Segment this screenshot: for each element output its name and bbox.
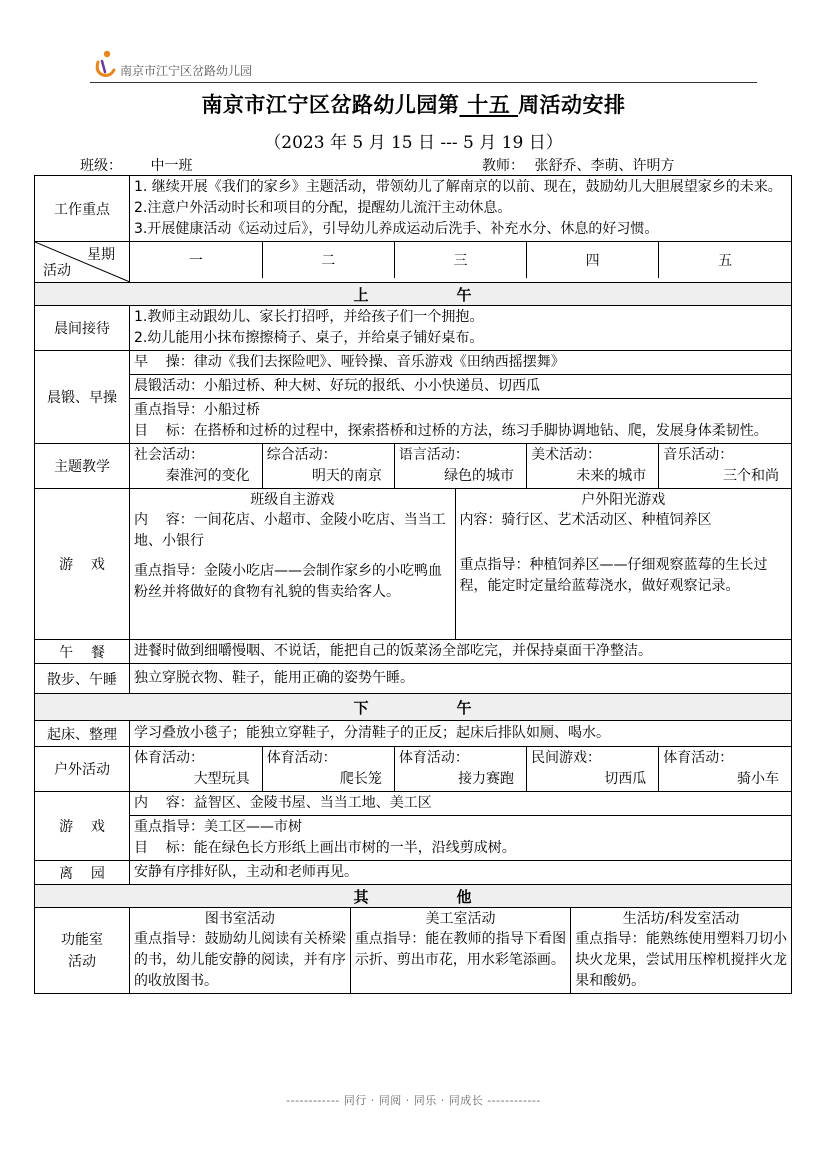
lunch-row: [35, 640, 792, 664]
school-logo: [92, 48, 252, 78]
morning-activities: 晨锻活动：小船过桥、种大树、好玩的报纸、小小快递员、切西瓜: [130, 374, 791, 398]
footer-slogan: ------------ 同行 · 同阅 · 同乐 · 同成长 ------------: [286, 1094, 541, 1107]
room-title: 生活坊/科发室活动: [571, 908, 791, 928]
theme-name: 绿色的城市: [444, 468, 515, 484]
morning-games-label: 游 戏: [35, 489, 130, 640]
outdoor-item: 体育活动： 大型玩具: [130, 747, 262, 791]
theme-item: 美术活动： 未来的城市: [527, 444, 659, 488]
theme-item: 音乐活动： 三个和尚: [659, 444, 791, 488]
theme-label: 主题教学: [35, 444, 130, 489]
focus-content: [130, 176, 792, 242]
logo-text: 南京市江宁区岔路幼儿园: [120, 64, 253, 78]
outdoor-item: 民间游戏： 切西瓜: [527, 747, 659, 791]
other-section-row: [35, 885, 792, 908]
class-games-content: 内 容：一间花店、小超市、金陵小吃店、当当工地、小银行: [134, 512, 446, 549]
afternoon-section-row: [35, 694, 792, 721]
theme-content: [130, 444, 792, 489]
greeting-row: [35, 306, 792, 351]
greeting-label: 晨间接待: [35, 306, 130, 351]
teacher-label: 教师：: [482, 158, 524, 174]
weekday-row: [35, 242, 792, 283]
theme-item: 语言活动： 绿色的城市: [394, 444, 526, 488]
other-section-title: 其 他: [35, 885, 792, 908]
afternoon-games-guide: 重点指导：美工区——市树: [134, 819, 302, 835]
morning-section-title: 上 午: [35, 283, 792, 306]
theme-name: 未来的城市: [576, 468, 647, 484]
afternoon-games-areas: 内 容：益智区、金陵书屋、当当工地、美工区: [134, 795, 432, 811]
afternoon-games-content: [130, 792, 792, 861]
class-label: 班级：: [80, 158, 122, 174]
greeting-line: 1.教师主动跟幼儿、家长打招呼，并给孩子们一个拥抱。: [134, 309, 484, 325]
theme-name: 秦淮河的变化: [165, 468, 250, 484]
weekday-wed: 三: [394, 242, 526, 278]
nap-content: 独立穿脱衣物、鞋子，能用正确的姿势午睡。: [130, 664, 792, 694]
nap-label: 散步、午睡: [35, 664, 130, 694]
focus-item: 2.注意户外活动时长和项目的分配，提醒幼儿流汗主动休息。: [134, 200, 512, 216]
rooms-label: 功能室活动: [35, 908, 130, 994]
outdoor-games-guide: 重点指导：种植饲养区——仔细观察蓝莓的生长过程，能定时定量给蓝莓浇水，做好观察记录。: [455, 553, 791, 639]
outdoor-label: 户外活动: [35, 747, 130, 792]
morning-games-row: [35, 489, 792, 640]
focus-label: 工作重点: [35, 176, 130, 242]
afternoon-section-title: 下 午: [35, 694, 792, 721]
exercise-goal: 目 标：在搭桥和过桥的过程中，探索搭桥和过桥的方法，练习手脚协调地钻、爬，发展身体柔韧性。: [134, 423, 768, 439]
morning-exercise: 早 操：律动《我们去探险吧》、哑铃操、音乐游戏《田纳西摇摆舞》: [134, 354, 565, 370]
corner-activity-label: 活动: [43, 263, 71, 279]
page-title: [0, 89, 827, 119]
outdoor-item: 体育活动： 接力赛跑: [394, 747, 526, 791]
greeting-line: 2.幼儿能用小抹布擦擦椅子、桌子，并给桌子铺好桌布。: [134, 330, 484, 346]
afternoon-games-goal: 目 标：能在绿色长方形纸上画出市树的一半，沿线剪成树。: [134, 840, 516, 856]
room-title: 图书室活动: [204, 911, 275, 927]
header-divider: [90, 82, 757, 83]
nap-row: [35, 664, 792, 694]
class-info: [80, 155, 250, 176]
outdoor-name: 骑小车: [737, 771, 779, 787]
focus-row: [35, 176, 792, 242]
class-games-guide: 重点指导：金陵小吃店——会制作家乡的小吃鸭血粉丝并将做好的食物有礼貌的售卖给客人。: [134, 563, 442, 600]
lunch-label: 午 餐: [35, 640, 130, 664]
greeting-content: [130, 306, 792, 351]
afternoon-games-label: 游 戏: [35, 792, 130, 861]
room-content: 重点指导：能熟练使用塑料刀切小块火龙果，尝试用压榨机搅拌火龙果和酸奶。: [571, 928, 791, 993]
wake-row: [35, 721, 792, 747]
corner-weekday-label: 星期: [87, 247, 115, 263]
outdoor-content: [130, 747, 792, 792]
logo-icon: [92, 48, 118, 78]
title-suffix: 周活动安排: [518, 92, 626, 117]
exercise-content: [130, 351, 792, 444]
outdoor-item: 体育活动： 骑小车: [659, 747, 791, 791]
focus-item: 1. 继续开展《我们的家乡》主题活动，带领幼儿了解南京的以前、现在，鼓励幼儿大胆展望家乡的未来。: [134, 179, 782, 195]
weekday-corner: [35, 242, 130, 283]
exercise-guide: 重点指导：小船过桥: [134, 402, 260, 418]
wake-label: 起床、整理: [35, 721, 130, 747]
class-value: 中一班: [126, 157, 250, 176]
date-range: （2023 年 5 月 15 日 --- 5 月 19 日）: [264, 133, 563, 153]
schedule-table: [34, 175, 792, 994]
leave-label: 离 园: [35, 861, 130, 885]
teacher-value: 张舒乔、李萌、许明方: [528, 157, 734, 176]
morning-games-content: [130, 489, 792, 640]
focus-item: 3.开展健康活动《运动过后》，引导幼儿养成运动后洗手、补充水分、休息的好习惯。: [134, 221, 659, 237]
outdoor-games-title: 户外阳光游戏: [455, 489, 791, 509]
theme-row: [35, 444, 792, 489]
room-title: 美工室活动: [350, 908, 570, 928]
title-week: 十五: [459, 92, 519, 117]
outdoor-item: 体育活动： 爬长笼: [262, 747, 394, 791]
weekday-tue: 二: [262, 242, 394, 278]
room-content: 重点指导：能在教师的指导下看图示折、剪出市花，用水彩笔添画。: [350, 928, 570, 993]
wake-content: 学习叠放小毯子；能独立穿鞋子，分清鞋子的正反；起床后排队如厕、喝水。: [130, 721, 792, 747]
outdoor-games-content: 内容：骑行区、艺术活动区、种植饲养区: [455, 509, 791, 553]
lunch-content: 进餐时做到细嚼慢咽、不说话，能把自己的饭菜汤全部吃完，并保持桌面干净整洁。: [130, 640, 792, 664]
title-prefix: 南京市江宁区岔路幼儿园第: [201, 92, 460, 117]
outdoor-row: [35, 747, 792, 792]
weekday-mon: 一: [188, 253, 203, 269]
room-content: 重点指导：鼓励幼儿阅读有关桥梁的书，幼儿能安静的阅读，并有序的收放图书。: [134, 931, 346, 989]
rooms-row: [35, 908, 792, 994]
weekday-cells: [130, 242, 792, 283]
rooms-content: [130, 908, 792, 994]
exercise-label: 晨锻、早操: [35, 351, 130, 444]
theme-item: 综合活动： 明天的南京: [262, 444, 394, 488]
exercise-row: [35, 351, 792, 444]
outdoor-name: 大型玩具: [193, 771, 250, 787]
leave-row: [35, 861, 792, 885]
outdoor-name: 切西瓜: [604, 771, 647, 787]
weekday-thu: 四: [527, 242, 659, 278]
theme-name: 三个和尚: [723, 468, 779, 484]
leave-content: 安静有序排好队，主动和老师再见。: [130, 861, 792, 885]
class-games-title: 班级自主游戏: [250, 492, 335, 508]
outdoor-name: 爬长笼: [339, 771, 382, 787]
outdoor-name: 接力赛跑: [458, 771, 515, 787]
morning-section-row: [35, 283, 792, 306]
weekday-fri: 五: [659, 242, 791, 278]
theme-item: 社会活动： 秦淮河的变化: [130, 444, 262, 488]
theme-name: 明天的南京: [311, 468, 382, 484]
teacher-info: [482, 155, 734, 176]
afternoon-games-row: [35, 792, 792, 861]
